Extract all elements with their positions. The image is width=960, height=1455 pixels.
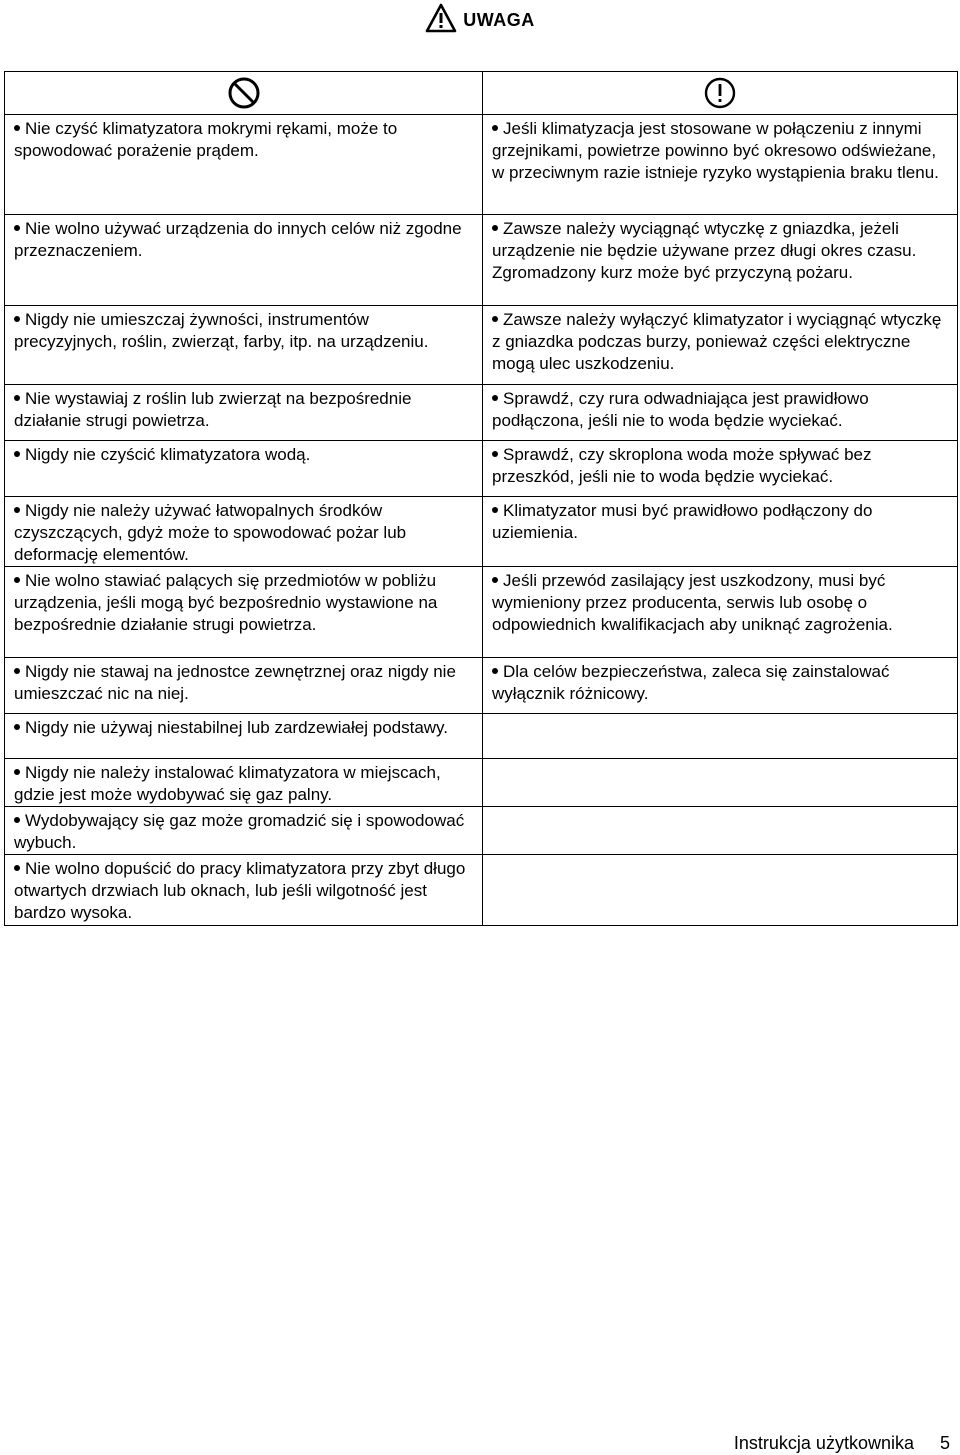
list-item-text: Nigdy nie stawaj na jednostce zewnętrznej oraz nigdy nie umieszczać nic na niej. bbox=[14, 662, 456, 703]
list-item bbox=[492, 218, 949, 284]
list-item bbox=[14, 570, 474, 636]
caution-cell bbox=[483, 497, 958, 567]
list-item-text: Nie wolno używać urządzenia do innych celów niż zgodne przeznaczeniem. bbox=[14, 219, 462, 260]
caution-cell bbox=[483, 855, 958, 926]
prohibited-cell bbox=[5, 658, 483, 714]
bullet-icon bbox=[14, 668, 20, 674]
list-item bbox=[492, 444, 949, 488]
list-item-text: Nie czyść klimatyzatora mokrymi rękami, może to spowodować porażenie prądem. bbox=[14, 119, 398, 160]
bullet-icon bbox=[14, 451, 20, 457]
exclamation-circle-icon bbox=[483, 76, 957, 110]
safety-table bbox=[4, 71, 958, 926]
bullet-icon bbox=[14, 577, 20, 583]
prohibited-cell bbox=[5, 759, 483, 807]
list-item-text: Nie wystawiaj z roślin lub zwierząt na bezpośrednie działanie strugi powietrza. bbox=[14, 389, 412, 430]
caution-cell bbox=[483, 215, 958, 306]
list-item bbox=[492, 388, 949, 432]
list-item bbox=[14, 858, 474, 924]
bullet-icon bbox=[14, 817, 20, 823]
list-item bbox=[492, 118, 949, 184]
prohibited-cell bbox=[5, 441, 483, 497]
table-row bbox=[5, 497, 958, 567]
bullet-icon bbox=[14, 769, 20, 775]
list-item-text: Dla celów bezpieczeństwa, zaleca się zainstalować wyłącznik różnicowy. bbox=[492, 662, 890, 703]
list-item bbox=[492, 570, 949, 636]
table-row bbox=[5, 567, 958, 658]
table-row bbox=[5, 306, 958, 385]
bullet-icon bbox=[14, 507, 20, 513]
list-item-text: Nie wolno dopuścić do pracy klimatyzatora przy zbyt długo otwartych drzwiach lub oknach, lub jeśli wilgotność jest bardzo wysoka. bbox=[14, 859, 466, 922]
page-footer bbox=[734, 1433, 950, 1454]
caution-cell bbox=[483, 759, 958, 807]
prohibited-cell bbox=[5, 115, 483, 215]
caution-cell bbox=[483, 567, 958, 658]
footer-label: Instrukcja użytkownika bbox=[733, 1433, 914, 1453]
page-title: UWAGA bbox=[463, 9, 535, 30]
list-item-text: Nigdy nie należy instalować klimatyzatora w miejscach, gdzie jest może wydobywać się gaz palny. bbox=[14, 763, 441, 804]
table-row bbox=[5, 658, 958, 714]
bullet-icon bbox=[492, 125, 498, 131]
list-item-text: Nigdy nie umieszczaj żywności, instrumentów precyzyjnych, roślin, zwierząt, farby, itp. na urządzeniu. bbox=[14, 310, 429, 351]
prohibition-icon bbox=[5, 76, 482, 110]
bullet-icon bbox=[14, 316, 20, 322]
prohibited-cell bbox=[5, 807, 483, 855]
warning-triangle-icon bbox=[425, 3, 457, 38]
list-item bbox=[14, 118, 474, 162]
list-item bbox=[492, 500, 949, 544]
list-item-text: Sprawdź, czy rura odwadniająca jest prawidłowo podłączona, jeśli nie to woda będzie wyciekać. bbox=[492, 389, 869, 430]
table-row bbox=[5, 759, 958, 807]
bullet-icon bbox=[14, 865, 20, 871]
list-item-text: Sprawdź, czy skroplona woda może spływać bez przeszkód, jeśli nie to woda będzie wyciekać. bbox=[492, 445, 872, 486]
prohibited-column-header bbox=[5, 72, 483, 115]
list-item bbox=[14, 500, 474, 566]
caution-cell bbox=[483, 807, 958, 855]
bullet-icon bbox=[492, 668, 498, 674]
table-row bbox=[5, 441, 958, 497]
bullet-icon bbox=[14, 125, 20, 131]
bullet-icon bbox=[492, 316, 498, 322]
bullet-icon bbox=[492, 507, 498, 513]
bullet-icon bbox=[492, 577, 498, 583]
list-item-text: Nigdy nie używaj niestabilnej lub zardzewiałej podstawy. bbox=[25, 718, 449, 737]
prohibited-cell bbox=[5, 385, 483, 441]
bullet-icon bbox=[14, 724, 20, 730]
bullet-icon bbox=[492, 395, 498, 401]
bullet-icon bbox=[492, 451, 498, 457]
table-row bbox=[5, 215, 958, 306]
list-item bbox=[14, 661, 474, 705]
table-row bbox=[5, 115, 958, 215]
list-item bbox=[14, 309, 474, 353]
prohibited-cell bbox=[5, 497, 483, 567]
list-item bbox=[14, 388, 474, 432]
prohibited-cell bbox=[5, 714, 483, 759]
bullet-icon bbox=[14, 395, 20, 401]
prohibited-cell bbox=[5, 215, 483, 306]
caution-cell bbox=[483, 441, 958, 497]
caution-column-header bbox=[483, 72, 958, 115]
table-row bbox=[5, 855, 958, 926]
bullet-icon bbox=[14, 225, 20, 231]
list-item-text: Nigdy nie czyścić klimatyzatora wodą. bbox=[25, 445, 311, 464]
list-item bbox=[14, 810, 474, 854]
table-row bbox=[5, 714, 958, 759]
list-item-text: Wydobywający się gaz może gromadzić się i spowodować wybuch. bbox=[14, 811, 465, 852]
list-item-text: Jeśli przewód zasilający jest uszkodzony, musi być wymieniony przez producenta, serwis lub osobę o odpowiednich kwalifikacjach aby uniknąć zagrożenia. bbox=[492, 571, 893, 634]
table-row bbox=[5, 807, 958, 855]
page-header bbox=[0, 4, 960, 36]
bullet-icon bbox=[492, 225, 498, 231]
list-item bbox=[14, 218, 474, 262]
page-number: 5 bbox=[939, 1433, 950, 1453]
caution-cell bbox=[483, 115, 958, 215]
table-header-row bbox=[5, 72, 958, 115]
caution-cell bbox=[483, 385, 958, 441]
prohibited-cell bbox=[5, 855, 483, 926]
list-item-text: Nie wolno stawiać palących się przedmiotów w pobliżu urządzenia, jeśli mogą być bezpośrednio wystawione na bezpośrednie działanie strugi powietrza. bbox=[14, 571, 438, 634]
list-item bbox=[492, 661, 949, 705]
list-item-text: Nigdy nie należy używać łatwopalnych środków czyszczących, gdyż może to spowodować pożar lub deformację elementów. bbox=[14, 501, 407, 564]
list-item bbox=[14, 717, 474, 739]
list-item bbox=[492, 309, 949, 375]
list-item bbox=[14, 444, 474, 466]
prohibited-cell bbox=[5, 567, 483, 658]
list-item-text: Zawsze należy wyłączyć klimatyzator i wyciągnąć wtyczkę z gniazdka podczas burzy, ponieważ części elektryczne mogą ulec uszkodzeniu. bbox=[492, 310, 942, 373]
list-item-text: Jeśli klimatyzacja jest stosowane w połączeniu z innymi grzejnikami, powietrze powinno być okresowo odświeżane, w przeciwnym razie istnieje ryzyko wystąpienia braku tlenu. bbox=[492, 119, 939, 182]
list-item-text: Zawsze należy wyciągnąć wtyczkę z gniazdka, jeżeli urządzenie nie będzie używane przez długi okres czasu. Zgromadzony kurz może być przyczyną pożaru. bbox=[492, 219, 917, 282]
list-item-text: Klimatyzator musi być prawidłowo podłączony do uziemienia. bbox=[492, 501, 873, 542]
caution-cell bbox=[483, 714, 958, 759]
prohibited-cell bbox=[5, 306, 483, 385]
caution-cell bbox=[483, 306, 958, 385]
table-row bbox=[5, 385, 958, 441]
caution-cell bbox=[483, 658, 958, 714]
list-item bbox=[14, 762, 474, 806]
